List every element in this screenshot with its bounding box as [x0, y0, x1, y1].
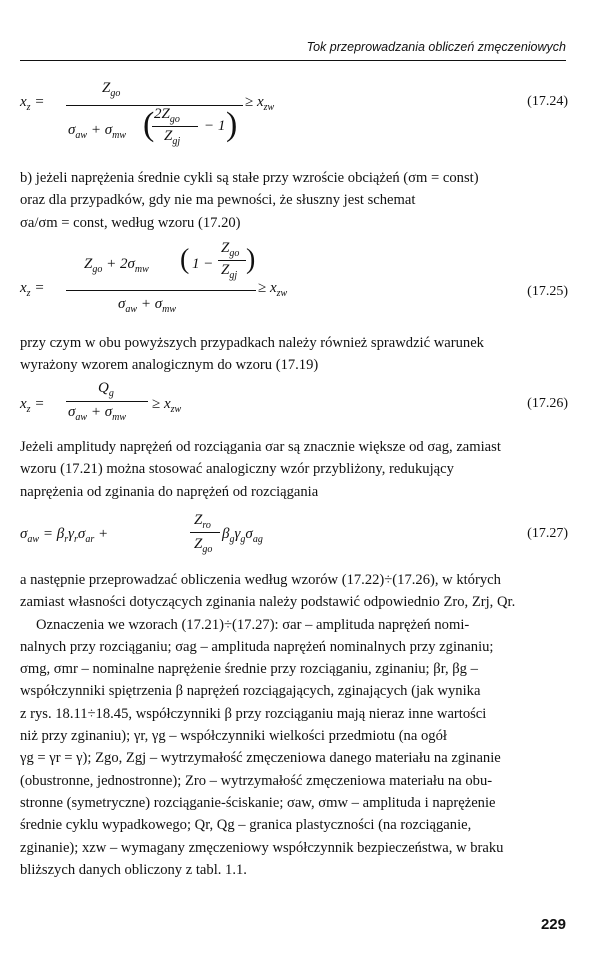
equation-17-26: $x_z$ = $Q_g$ ≥ $x_{zw}$ $\sigma_{aw} + \sigma_{mw}$ (17.26) — [20, 380, 568, 423]
equation-number: (17.26) — [527, 396, 568, 411]
running-title: Tok przeprowadzania obliczeń zmęczeniowych — [306, 40, 566, 54]
equation-17-25: $Z_{go} + 2\sigma_{mw}$ ( 1 − $Z_{go}$ $Z_{gj}$ ) $x_z$ = ≥ $x_{zw}$ $\sigma_{aw} + \sigma_{mw}$ (17.25) — [20, 240, 568, 315]
paragraph-b: b) jeżeli naprężenia średnie cykli są stałe przy wzroście obciążeń (σm = const) oraz dla przypadków, gdy nie ma pewności, że słuszny jest schemat σa/σm = const, według wzoru (17.20) — [20, 170, 479, 231]
paragraph-notation: a następnie przeprowadzać obliczenia według wzorów (17.22)÷(17.26), w których zamiast własności dotyczących zginania należy podstawić odpowiednio Zro, Zrj, Qr. Oznaczenia we wzorach (17.21)÷(17.27): σar – amplituda naprężeń nomi- nalnych przy rozciąganiu; σag – amplituda naprężeń nominalnych przy zginaniu; σmg, σmr – nominalne naprężenie średnie przy rozciąganiu, zginaniu; βr, βg – współczynniki spiętrzenia β naprężeń rozciągających, zginających (jak wynika z rys. 18.11÷18.45, współczynniki β przy rozciąganiu mają nieraz inne wartości niż przy zginaniu); γr, γg – współczynniki wielkości przedmiotu (na ogół γg = γr = γ); Zgo, Zgj – wytrzymałość zmęczeniowa danego materiału na zginanie (obustronne, jednostronne); Zro – wytrzymałość zmęczeniowa materiału na obu- stronne (symetryczne) rozciąganie-ściskanie; σaw, σmw – amplituda i naprężenie średnie cyklu wypadkowego; Qr, Qg – granica plastyczności (na rozciąganie, zginanie); xzw – wymagany zmęczeniowy współczynnik bezpieczeństwa, w braku bliższych danych obliczony z tabl. 1.1. — [20, 572, 516, 878]
page-number: 229 — [540, 916, 566, 933]
running-header — [20, 40, 566, 61]
equation-number: (17.25) — [527, 284, 568, 299]
equation-17-24: $x_z$ = $Z_{go}$ ≥ $x_{zw}$ $\sigma_{aw} + \sigma_{mw}$ ( $2Z_{go}$ $Z_{gj}$ − 1 ) (17.24) — [20, 80, 568, 147]
paragraph-condition: przy czym w obu powyższych przypadkach należy również sprawdzić warunek wyrażony wzorem analogicznym do wzoru (17.19) — [20, 335, 484, 374]
equation-number: (17.24) — [527, 94, 568, 109]
paragraph-amplitudes: Jeżeli amplitudy naprężeń od rozciągania σar są znacznie większe od σag, zamiast wzoru (17.21) można stosować analogiczny wzór przybliżony, redukujący naprężenia od zginania do naprężeń od rozciągania — [20, 439, 501, 500]
equation-number: (17.27) — [527, 526, 568, 541]
equation-17-27: $\sigma_{aw} = \beta_r\gamma_r\sigma_{ar}$ + $Z_{ro}$ $Z_{go}$ $\beta_g\gamma_g\sigma_{ag}$ (17.27) — [20, 512, 568, 555]
